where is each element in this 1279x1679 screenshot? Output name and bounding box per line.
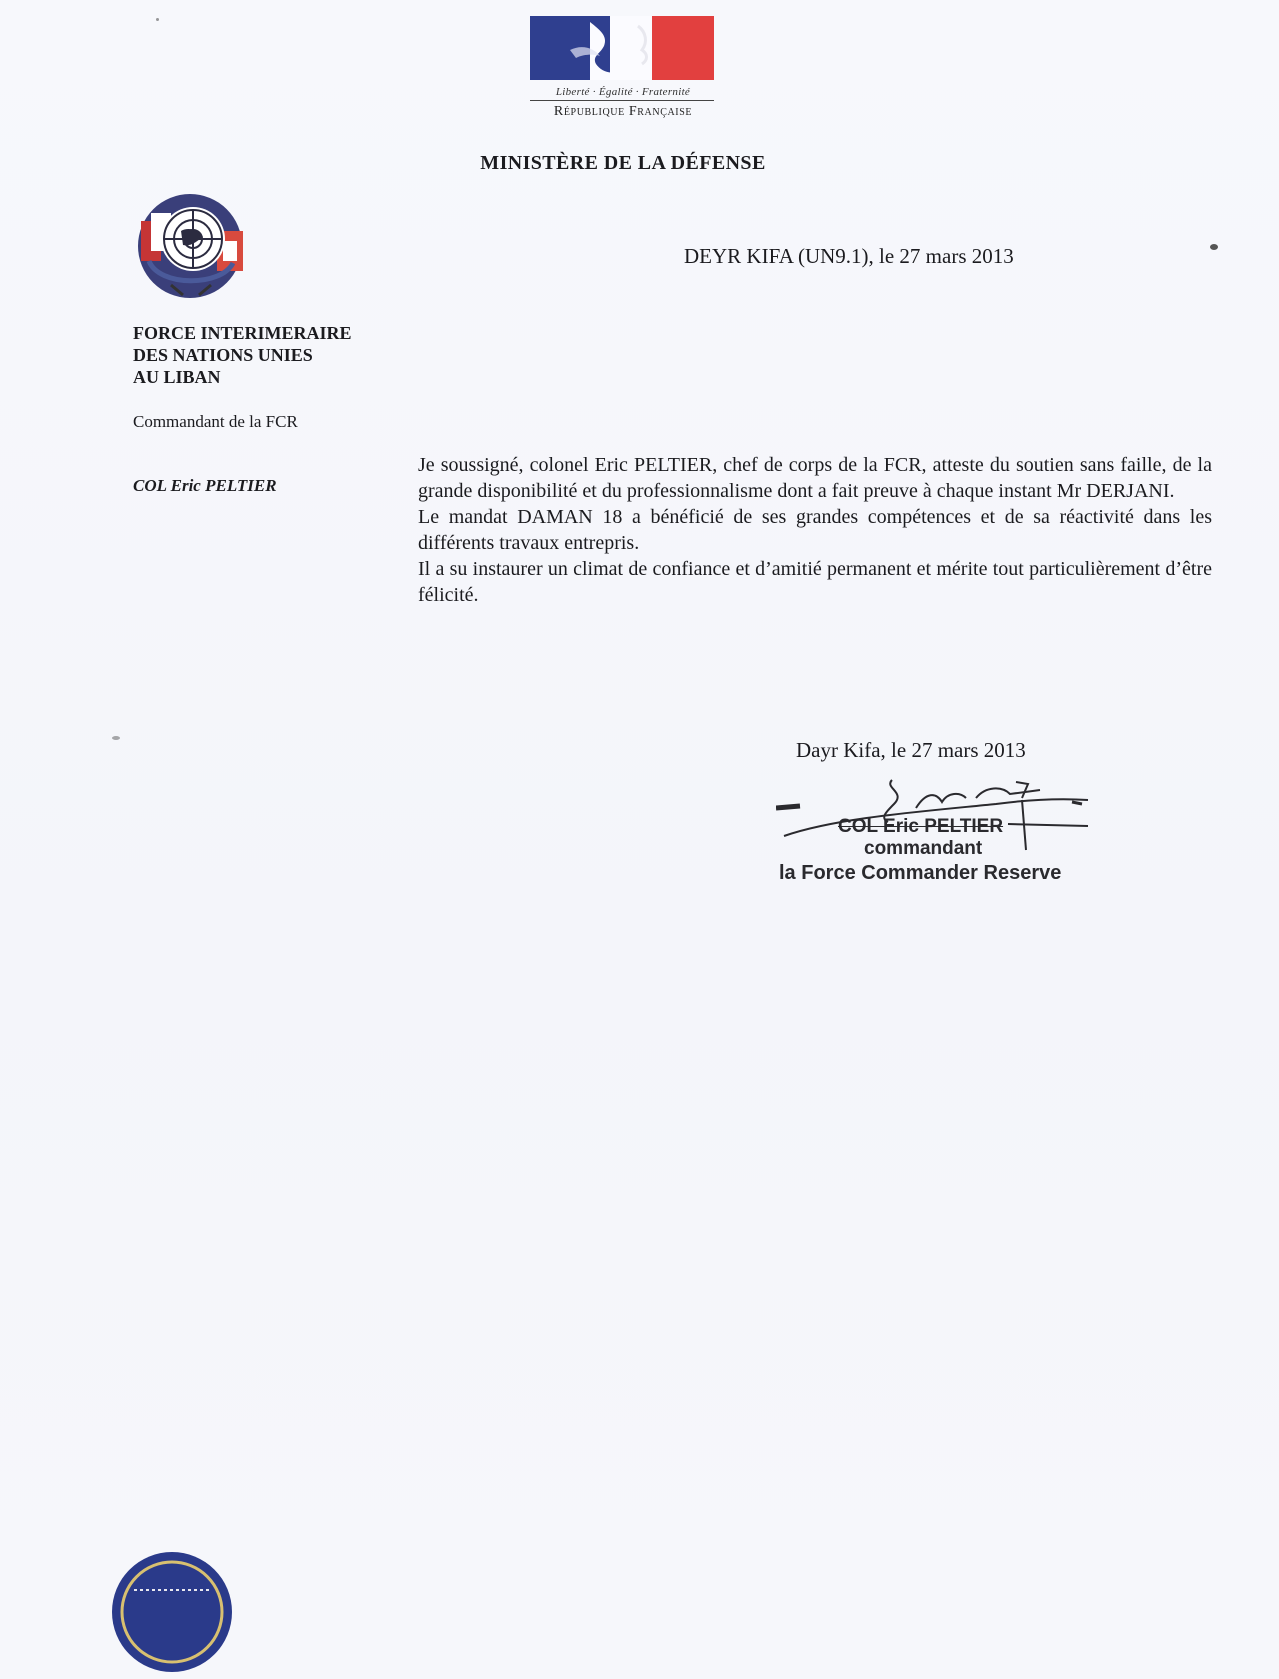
stamp-name: COL Eric PELTIER — [838, 816, 1004, 837]
motto-divider — [530, 100, 714, 101]
stamp-role: commandant — [864, 838, 983, 859]
signature-stamp — [776, 778, 1102, 898]
scan-speck — [1210, 244, 1218, 250]
body-paragraph-3: Il a su instaurer un climat de confiance et d’amitié permanent et mérite tout particulièrement d’être félicité. — [418, 558, 1212, 606]
un-emblem-icon — [131, 191, 249, 301]
sender-role: Commandant de la FCR — [133, 412, 298, 431]
ministry-title: MINISTÈRE DE LA DÉFENSE — [480, 152, 766, 174]
body-paragraph-1: Je soussigné, colonel Eric PELTIER, chef de corps de la FCR, atteste du soutien sans faille, de la grande disponibilité et du professionnalisme dont a fait preuve à chaque instant Mr DERJANI. — [418, 454, 1212, 502]
marianne-logo — [530, 16, 716, 120]
sender-name: COL Eric PELTIER — [133, 476, 277, 495]
body-paragraph-2: Le mandat DAMAN 18 a bénéficié de ses grandes compétences et de sa réactivité dans les différents travaux entrepris. — [418, 506, 1212, 554]
stamp-unit: la Force Commander Reserve — [779, 862, 1062, 884]
bottom-seal-icon — [110, 1550, 234, 1674]
org-line-3: AU LIBAN — [133, 367, 221, 387]
motto-text: Liberté · Égalité · Fraternité — [555, 86, 691, 98]
closing-date: Dayr Kifa, le 27 mars 2013 — [796, 738, 1026, 762]
flag-icon — [530, 16, 714, 80]
org-line-1: FORCE INTERIMERAIRE — [133, 323, 352, 343]
letter-body — [418, 452, 1212, 608]
scan-speck — [112, 736, 120, 740]
org-line-2: DES NATIONS UNIES — [133, 345, 313, 365]
republic-text: République Française — [553, 104, 693, 119]
scan-speck — [156, 18, 159, 21]
dateline: DEYR KIFA (UN9.1), le 27 mars 2013 — [684, 244, 1014, 268]
organization-block — [133, 322, 393, 388]
